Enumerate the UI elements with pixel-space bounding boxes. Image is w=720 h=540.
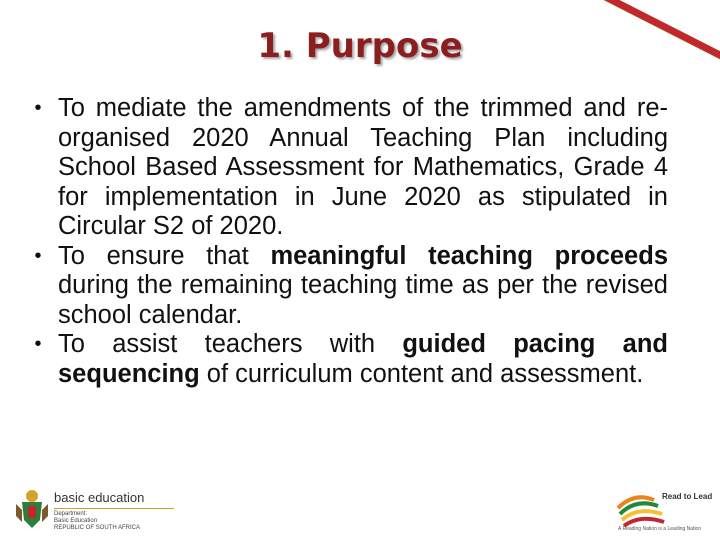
bullet-dot-icon: •: [34, 333, 42, 355]
bullet-emphasis: meaningful teaching proceeds: [270, 241, 668, 270]
read-to-lead-logo: [600, 480, 718, 538]
bullet-text: during the remaining teaching time as per the revised school calendar.: [58, 271, 668, 329]
department-name: Basic Education: [54, 518, 98, 524]
bullet-item: [28, 242, 668, 331]
read-to-lead-title: Read to Lead: [662, 492, 713, 501]
bullet-text: To assist teachers with: [58, 330, 403, 358]
read-to-lead-tagline: A Reading Nation is a Leading Nation: [618, 526, 702, 532]
department-label: Department:: [54, 511, 88, 517]
bullet-text: To ensure that: [58, 241, 271, 270]
coat-of-arms-icon: [12, 486, 52, 534]
logo-divider: [54, 508, 174, 509]
slide-title: 1. Purpose: [257, 26, 463, 66]
bullet-list: [28, 94, 668, 389]
open-book-icon: [614, 482, 674, 528]
bullet-item: [28, 94, 668, 242]
bullet-text: To mediate the amendments of the trimmed and re-organised 2020 Annual Teaching Plan including School Based Assessment for Mathematics, Grade 4 for implementation in June 2020 as stipulated in Circular S2 of 2020.: [58, 94, 668, 240]
basic-education-name: basic education: [54, 490, 145, 505]
bullet-dot-icon: •: [34, 97, 42, 119]
bullet-dot-icon: •: [34, 244, 42, 267]
bullet-item: [28, 330, 668, 389]
basic-education-logo: [12, 486, 212, 536]
bullet-emphasis: guided pacing and sequencing: [58, 330, 668, 388]
republic-label: REPUBLIC OF SOUTH AFRICA: [54, 525, 141, 531]
bullet-text: of curriculum content and assessment.: [199, 359, 644, 388]
